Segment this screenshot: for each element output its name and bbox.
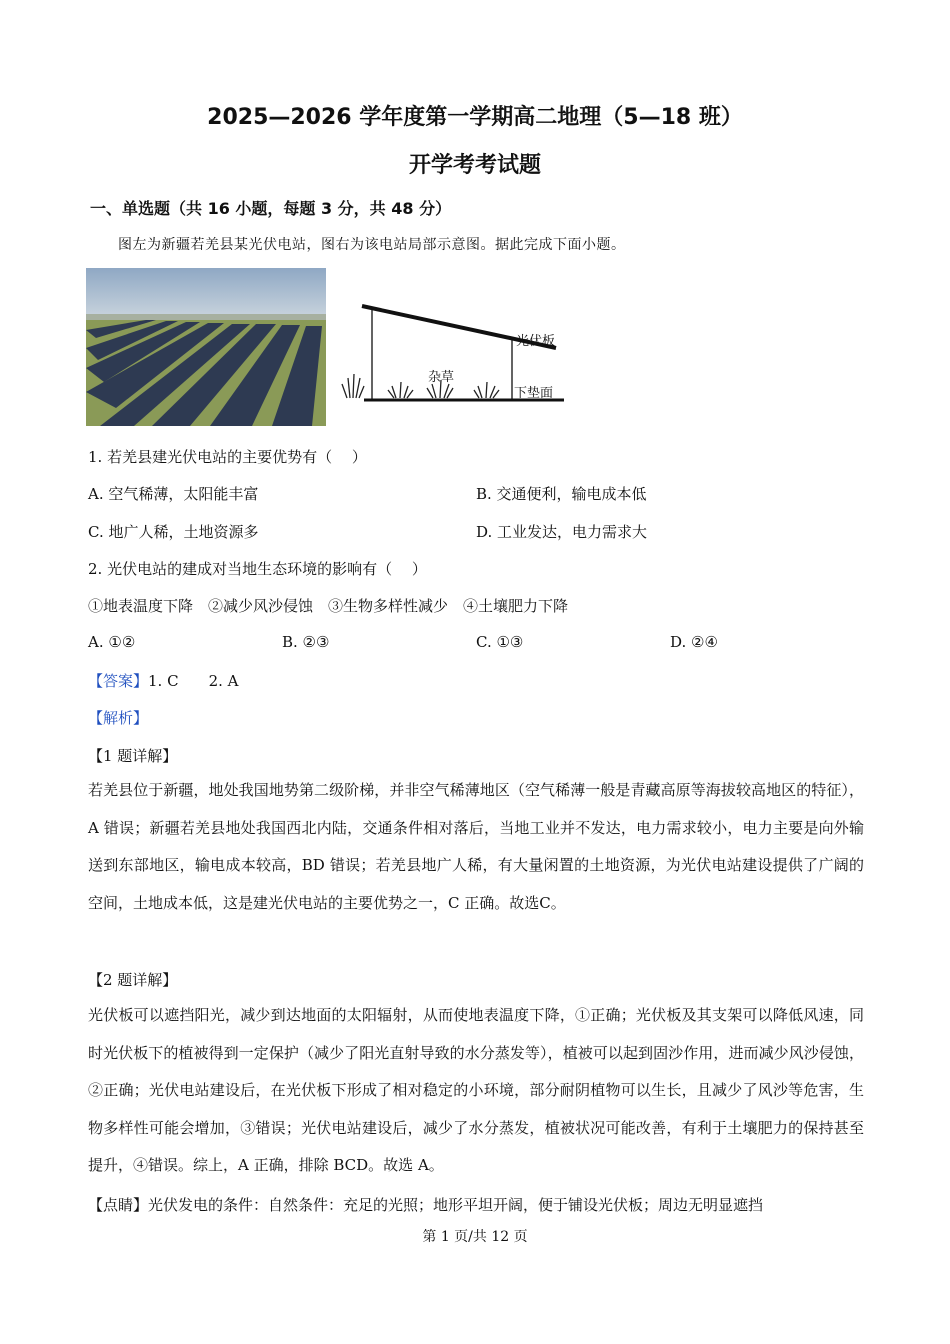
q2-stem: 2. 光伏电站的建成对当地生态环境的影响有（ ）	[88, 560, 427, 578]
q1-option-b: B. 交通便利，输电成本低	[476, 485, 647, 503]
tip-label: 【点睛】	[88, 1196, 149, 1214]
page-title: 2025—2026 学年度第一学期高二地理（5—18 班）	[207, 105, 743, 130]
q1-option-a: A. 空气稀薄，太阳能丰富	[88, 485, 259, 503]
q2-option-c: C. ①③	[476, 633, 524, 651]
solar-farm-photo	[86, 268, 326, 426]
answer-label: 【答案】	[88, 672, 149, 690]
detail1-label: 【1 题详解】	[88, 747, 178, 765]
tip-line	[88, 1194, 763, 1215]
q2-option-b: B. ②③	[282, 633, 330, 651]
q1-option-c: C. 地广人稀，土地资源多	[88, 523, 259, 541]
q2-option-a: A. ①②	[88, 633, 136, 651]
label-weeds: 杂草	[428, 370, 455, 385]
answer-text: 1. C 2. A	[148, 672, 239, 690]
intro-text: 图左为新疆若羌县某光伏电站，图右为该电站局部示意图。据此完成下面小题。	[118, 237, 626, 253]
q1-option-d: D. 工业发达，电力需求大	[476, 523, 648, 541]
page-subtitle: 开学考考试题	[408, 153, 541, 178]
label-pv-panel: 光伏板	[516, 334, 556, 349]
label-surface: 下垫面	[514, 386, 554, 401]
detail2-label: 【2 题详解】	[88, 971, 178, 989]
section-title: 一、单选题（共 16 小题，每题 3 分，共 48 分）	[90, 199, 452, 218]
q2-option-d: D. ②④	[670, 633, 718, 651]
analysis-label: 【解析】	[88, 709, 149, 727]
answer-line	[88, 670, 239, 691]
tip-text: 光伏发电的条件：自然条件：充足的光照；地形平坦开阔，便于铺设光伏板；周边无明显遮挡	[148, 1196, 764, 1214]
page-footer: 第 1 页/共 12 页	[422, 1229, 528, 1245]
q1-stem: 1. 若羌县建光伏电站的主要优势有（ ）	[88, 448, 367, 466]
detail1-text: 若羌县位于新疆，地处我国地势第二级阶梯，并非空气稀薄地区（空气稀薄一般是青藏高原等海拔较高地区的特征），A 错误；新疆若羌县地处我国西北内陆，交通条件相对落后，当地工业并不发达，电力需求较小，电力主要是向外输送到东部地区，输电成本较高，BD 错误；若羌县地广人稀，有大量闲置的土地资源，为光伏电站建设提供了广阔的空间，土地成本低，这是建光伏电站的主要优势之一，C 正确。故选C。	[88, 781, 864, 912]
q2-statements: ①地表温度下降 ②减少风沙侵蚀 ③生物多样性减少 ④土壤肥力下降	[88, 597, 569, 615]
detail2-text: 光伏板可以遮挡阳光，减少到达地面的太阳辐射，从而使地表温度下降，①正确；光伏板及其支架可以降低风速，同时光伏板下的植被得到一定保护（减少了阳光直射导致的水分蒸发等），植被可以起到固沙作用，进而减少风沙侵蚀，②正确；光伏电站建设后，在光伏板下形成了相对稳定的小环境，部分耐阴植物可以生长，且减少了风沙等危害，生物多样性可能会增加，③错误；光伏电站建设后，减少了水分蒸发，植被状况可能改善，有利于土壤肥力的保持甚至提升，④错误。综上，A 正确，排除 BCD。故选 A。	[88, 1006, 864, 1174]
